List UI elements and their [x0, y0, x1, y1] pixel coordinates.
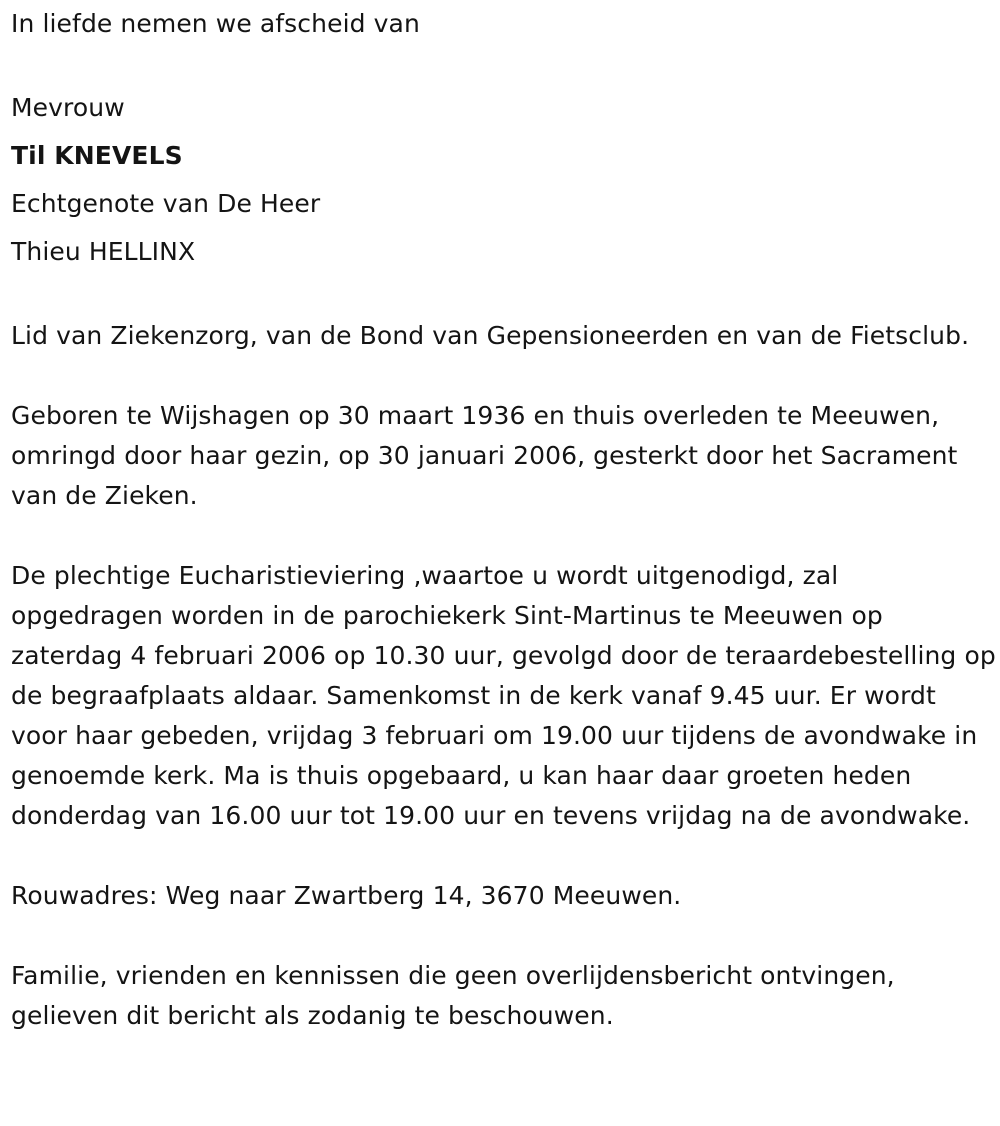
- spouse-line-2: Thieu HELLINX: [11, 237, 196, 266]
- closing-paragraph: Familie, vrienden en kennissen die geen overlijdensbericht ontvingen, gelieven dit bericht als zodanig te beschouwen.: [11, 961, 895, 1030]
- salutation: Mevrouw: [11, 93, 125, 122]
- spouse-line-1: Echtgenote van De Heer: [11, 189, 321, 218]
- obituary-notice: [11, 4, 996, 1036]
- memberships-paragraph: Lid van Ziekenzorg, van de Bond van Gepensioneerden en van de Fietsclub.: [11, 321, 970, 350]
- intro-line: In liefde nemen we afscheid van: [11, 9, 420, 38]
- service-paragraph: De plechtige Eucharistieviering ,waartoe u wordt uitgenodigd, zal opgedragen worden in de parochiekerk Sint-Martinus te Meeuwen op zaterdag 4 februari 2006 op 10.30 uur, gevolgd door de teraardebestelling op de begraafplaats aldaar. Samenkomst in de kerk vanaf 9.45 uur. Er wordt voor haar gebeden, vrijdag 3 februari om 19.00 uur tijdens de avondwake in genoemde kerk. Ma is thuis opgebaard, u kan haar daar groeten heden donderdag van 16.00 uur tot 19.00 uur en tevens vrijdag na de avondwake.: [11, 561, 996, 830]
- address-line: Rouwadres: Weg naar Zwartberg 14, 3670 Meeuwen.: [11, 881, 682, 910]
- birth-death-paragraph: Geboren te Wijshagen op 30 maart 1936 en thuis overleden te Meeuwen, omringd door haar gezin, op 30 januari 2006, gesterkt door het Sacrament van de Zieken.: [11, 401, 958, 510]
- deceased-name: Til KNEVELS: [11, 141, 183, 170]
